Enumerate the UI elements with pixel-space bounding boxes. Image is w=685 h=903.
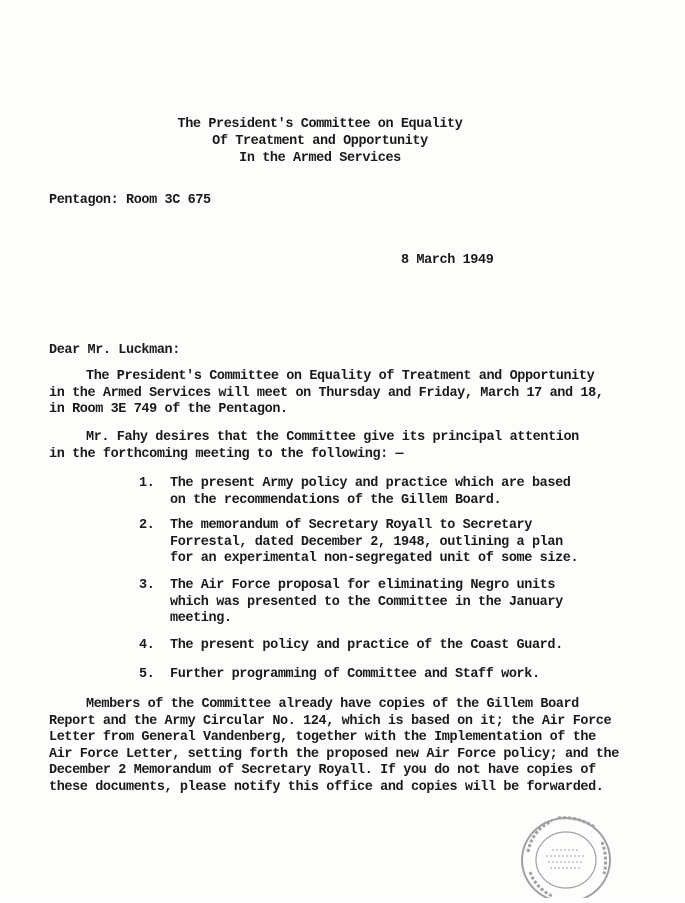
salutation: Dear Mr. Luckman:	[49, 343, 180, 358]
agenda-item-3	[139, 578, 563, 628]
agenda-item-1	[139, 476, 570, 509]
agenda-line: Forrestal, dated December 2, 1948, outlining a plan	[170, 534, 563, 550]
paragraph-line: in Room 3E 749 of the Pentagon.	[49, 402, 288, 417]
paragraph-line: Air Force Letter, setting forth the proposed new Air Force policy; and the	[49, 746, 619, 762]
letterhead	[150, 116, 490, 167]
agenda-item-4	[139, 638, 563, 655]
letterhead-line-1: The President's Committee on Equality	[177, 117, 463, 132]
agenda-line: meeting.	[170, 611, 232, 626]
agenda-number: 3.	[139, 578, 155, 593]
letterhead-line-2: Of Treatment and Opportunity	[212, 134, 428, 149]
agenda-number: 4.	[139, 638, 155, 653]
agenda-line: Further programming of Committee and Staff work.	[170, 667, 540, 682]
agenda-item-2	[139, 518, 578, 568]
letter-date: 8 March 1949	[401, 253, 494, 268]
paragraph-line: Members of the Committee already have copies of the Gillem Board	[86, 697, 579, 712]
paragraph-meeting-notice	[49, 369, 604, 419]
agenda-line: The Air Force proposal for eliminating Negro units	[170, 578, 556, 593]
paragraph-line: in the forthcoming meeting to the following: —	[49, 446, 404, 462]
paragraph-documents	[49, 697, 619, 796]
paragraph-line: Mr. Fahy desires that the Committee give its principal attention	[86, 430, 579, 445]
paragraph-line: Letter from General Vandenberg, together with the Implementation of the	[49, 730, 596, 745]
office-location: Pentagon: Room 3C 675	[49, 193, 211, 208]
agenda-line: The present Army policy and practice which are based	[170, 476, 571, 491]
paragraph-agenda-intro	[49, 430, 579, 463]
agenda-line: for an experimental non-segregated unit of some size.	[170, 551, 579, 566]
paragraph-line: The President's Committee on Equality of Treatment and Opportunity	[86, 369, 595, 384]
letterhead-line-3: In the Armed Services	[239, 151, 401, 166]
paragraph-line: these documents, please notify this office and copies will be forwarded.	[49, 779, 604, 795]
agenda-item-5	[139, 667, 540, 684]
agenda-line: The memorandum of Secretary Royall to Secretary	[170, 518, 532, 533]
agenda-line: The present policy and practice of the Coast Guard.	[170, 638, 563, 653]
agenda-number: 5.	[139, 667, 155, 682]
paragraph-line: Report and the Army Circular No. 124, which is based on it; the Air Force	[49, 713, 612, 729]
agenda-line: on the recommendations of the Gillem Board.	[170, 492, 502, 508]
paragraph-line: in the Armed Services will meet on Thursday and Friday, March 17 and 18,	[49, 385, 604, 401]
agenda-line: which was presented to the Committee in the January	[170, 594, 563, 610]
agenda-number: 1.	[139, 476, 155, 491]
library-seal-stamp-icon	[518, 812, 614, 898]
agenda-number: 2.	[139, 518, 155, 533]
paragraph-line: December 2 Memorandum of Secretary Royall. If you do not have copies of	[49, 763, 596, 778]
